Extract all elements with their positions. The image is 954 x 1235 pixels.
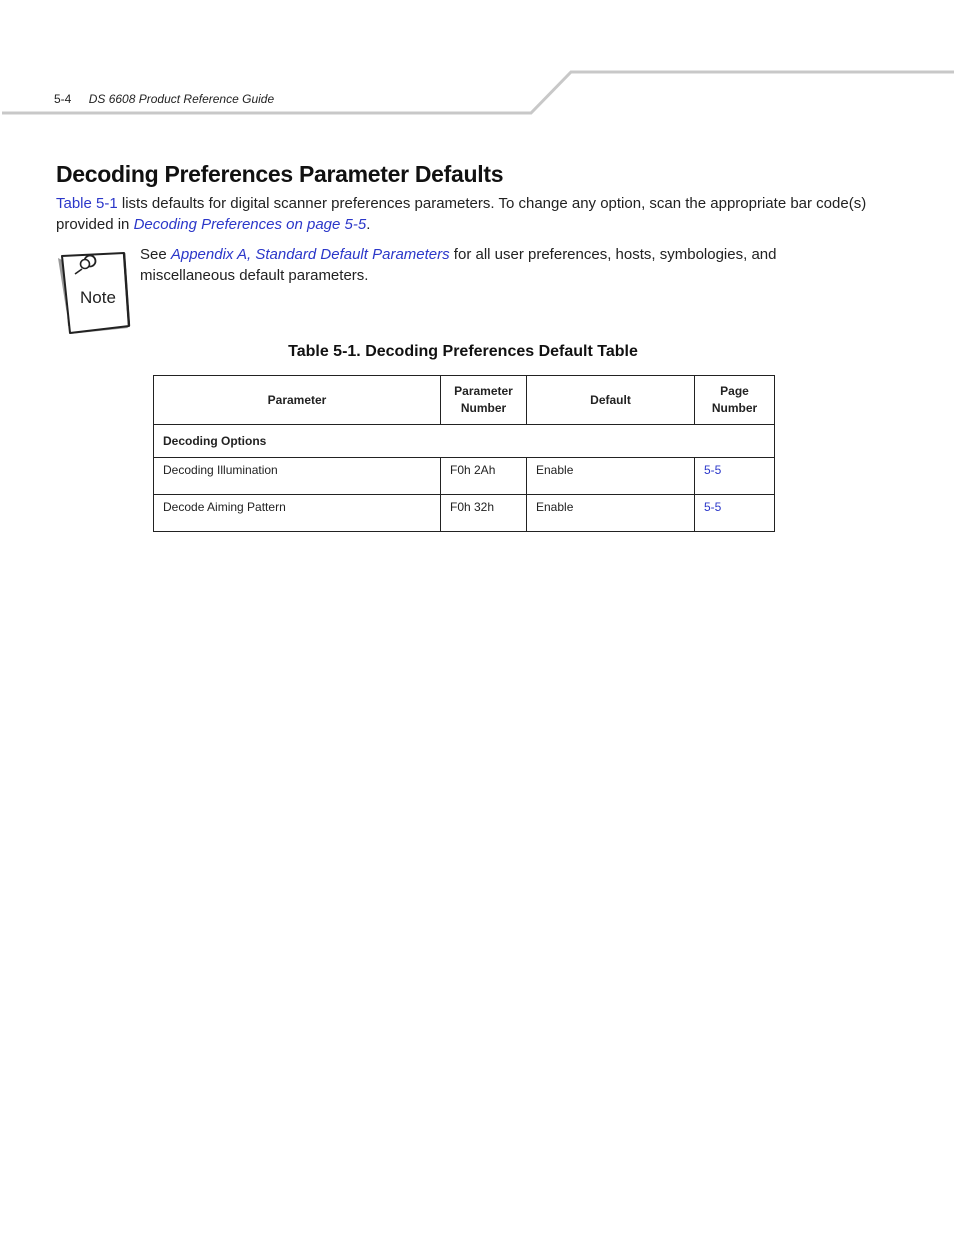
cell-parameter: Decode Aiming Pattern bbox=[154, 495, 441, 532]
cell-page-number bbox=[695, 458, 775, 495]
table-row bbox=[154, 458, 775, 495]
cell-default: Enable bbox=[527, 495, 695, 532]
appendix-a-link[interactable]: Appendix A, Standard Default Parameters bbox=[170, 246, 450, 263]
table-link[interactable]: Table 5-1 bbox=[56, 195, 118, 212]
guide-title: DS 6608 Product Reference Guide bbox=[88, 92, 275, 106]
intro-paragraph bbox=[56, 193, 886, 235]
cell-parameter-number: F0h 32h bbox=[441, 495, 527, 532]
header-default: Default bbox=[527, 376, 695, 425]
group-label: Decoding Options bbox=[154, 425, 775, 458]
table-caption: Table 5-1. Decoding Preferences Default Table bbox=[288, 343, 638, 360]
header-page-number: Page Number bbox=[695, 376, 775, 425]
table-header-row bbox=[154, 376, 775, 425]
cell-parameter: Decoding Illumination bbox=[154, 458, 441, 495]
note-text-2: for all user preferences, hosts, symbologies, and miscellaneous default parameters. bbox=[140, 246, 777, 284]
intro-text-1: lists defaults for digital scanner preferences parameters. To change any option, scan the appropriate bar code(s) provided in bbox=[56, 195, 867, 233]
note-icon-label: Note bbox=[80, 288, 116, 307]
page-number: 5-4 bbox=[54, 92, 72, 106]
note-text bbox=[140, 244, 780, 286]
cell-parameter-number: F0h 2Ah bbox=[441, 458, 527, 495]
header-parameter: Parameter bbox=[154, 376, 441, 425]
table-group-row bbox=[154, 425, 775, 458]
note-icon bbox=[54, 250, 134, 338]
decoding-preferences-link[interactable]: Decoding Preferences on page 5-5 bbox=[133, 216, 367, 233]
cell-page-number bbox=[695, 495, 775, 532]
page-link[interactable]: 5-5 bbox=[704, 463, 722, 477]
defaults-table bbox=[153, 375, 775, 532]
page-link[interactable]: 5-5 bbox=[704, 500, 722, 514]
header-parameter-number: Parameter Number bbox=[441, 376, 527, 425]
note-text-1: See bbox=[140, 246, 171, 263]
table-row bbox=[154, 495, 775, 532]
intro-text-2: . bbox=[366, 216, 371, 233]
page-header bbox=[54, 92, 274, 106]
section-title: Decoding Preferences Parameter Defaults bbox=[56, 161, 504, 187]
cell-default: Enable bbox=[527, 458, 695, 495]
